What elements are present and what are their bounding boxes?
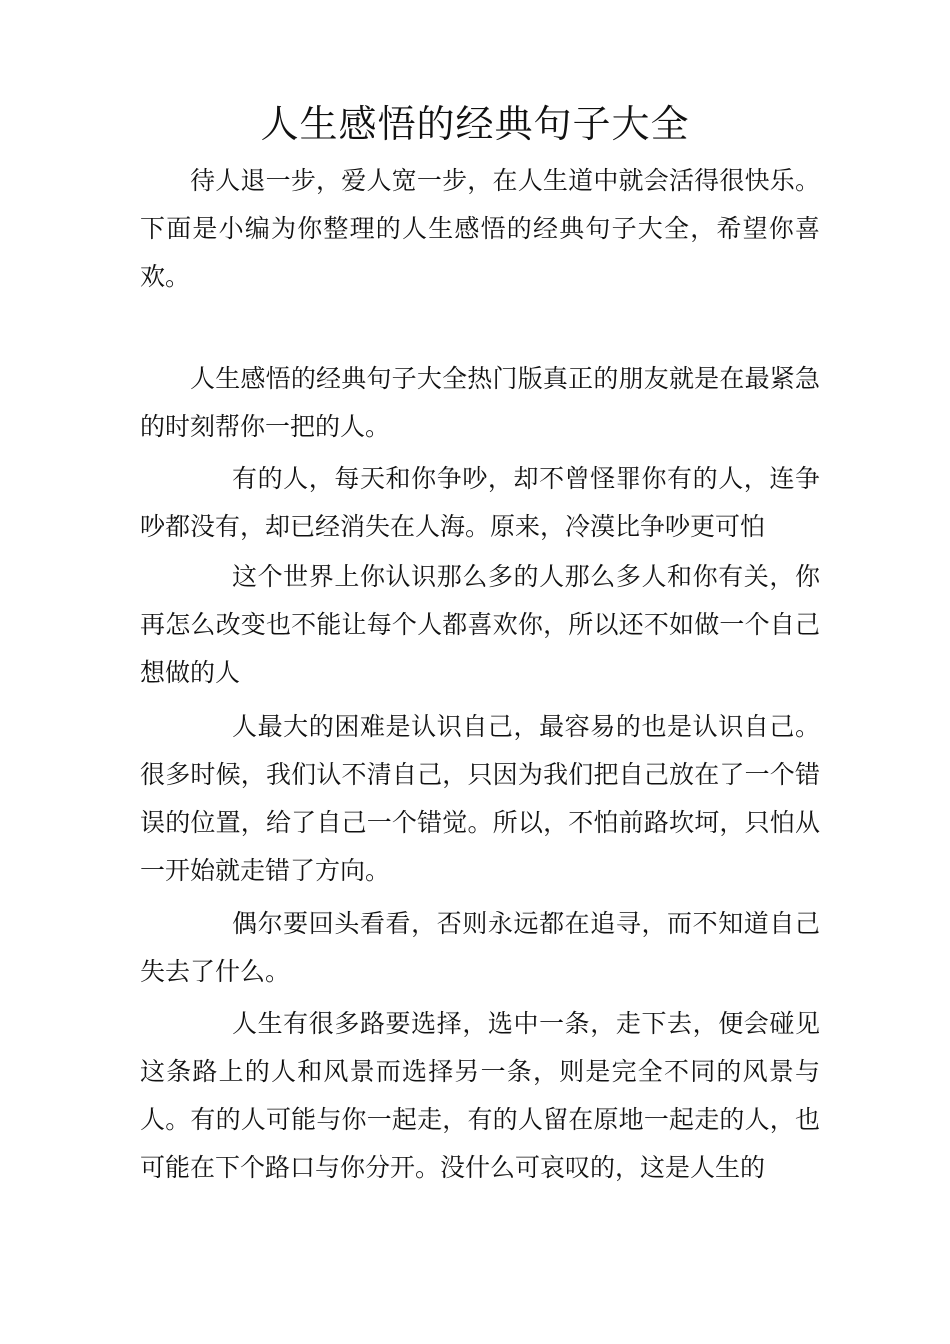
paragraph-2: 有的人，每天和你争吵，却不曾怪罪你有的人，连争吵都没有，却已经消失在人海。原来，冷漠比争吵更可怕 <box>140 464 820 541</box>
document-title: 人生感悟的经典句子大全 <box>260 102 690 146</box>
paragraph-4: 人最大的困难是认识自己，最容易的也是认识自己。很多时候，我们认不清自己，只因为我们把自己放在了一个错误的位置，给了自己一个错觉。所以，不怕前路坎坷，只怕从一开始就走错了方向。 <box>140 712 820 885</box>
paragraph-5: 偶尔要回头看看，否则永远都在追寻，而不知道自己失去了什么。 <box>140 909 820 986</box>
paragraph-1: 人生感悟的经典句子大全热门版真正的朋友就是在最紧急的时刻帮你一把的人。 <box>140 364 820 441</box>
paragraph-3: 这个世界上你认识那么多的人那么多人和你有关，你再怎么改变也不能让每个人都喜欢你，所以还不如做一个自己想做的人 <box>140 562 820 687</box>
paragraph-6: 人生有很多路要选择，选中一条，走下去，便会碰见这条路上的人和风景而选择另一条，则是完全不同的风景与人。有的人可能与你一起走，有的人留在原地一起走的人，也可能在下个路口与你分开。没什么可哀叹的，这是人生的 <box>140 1009 820 1182</box>
paragraph-intro: 待人退一步，爱人宽一步，在人生道中就会活得很快乐。下面是小编为你整理的人生感悟的经典句子大全，希望你喜欢。 <box>140 166 820 291</box>
